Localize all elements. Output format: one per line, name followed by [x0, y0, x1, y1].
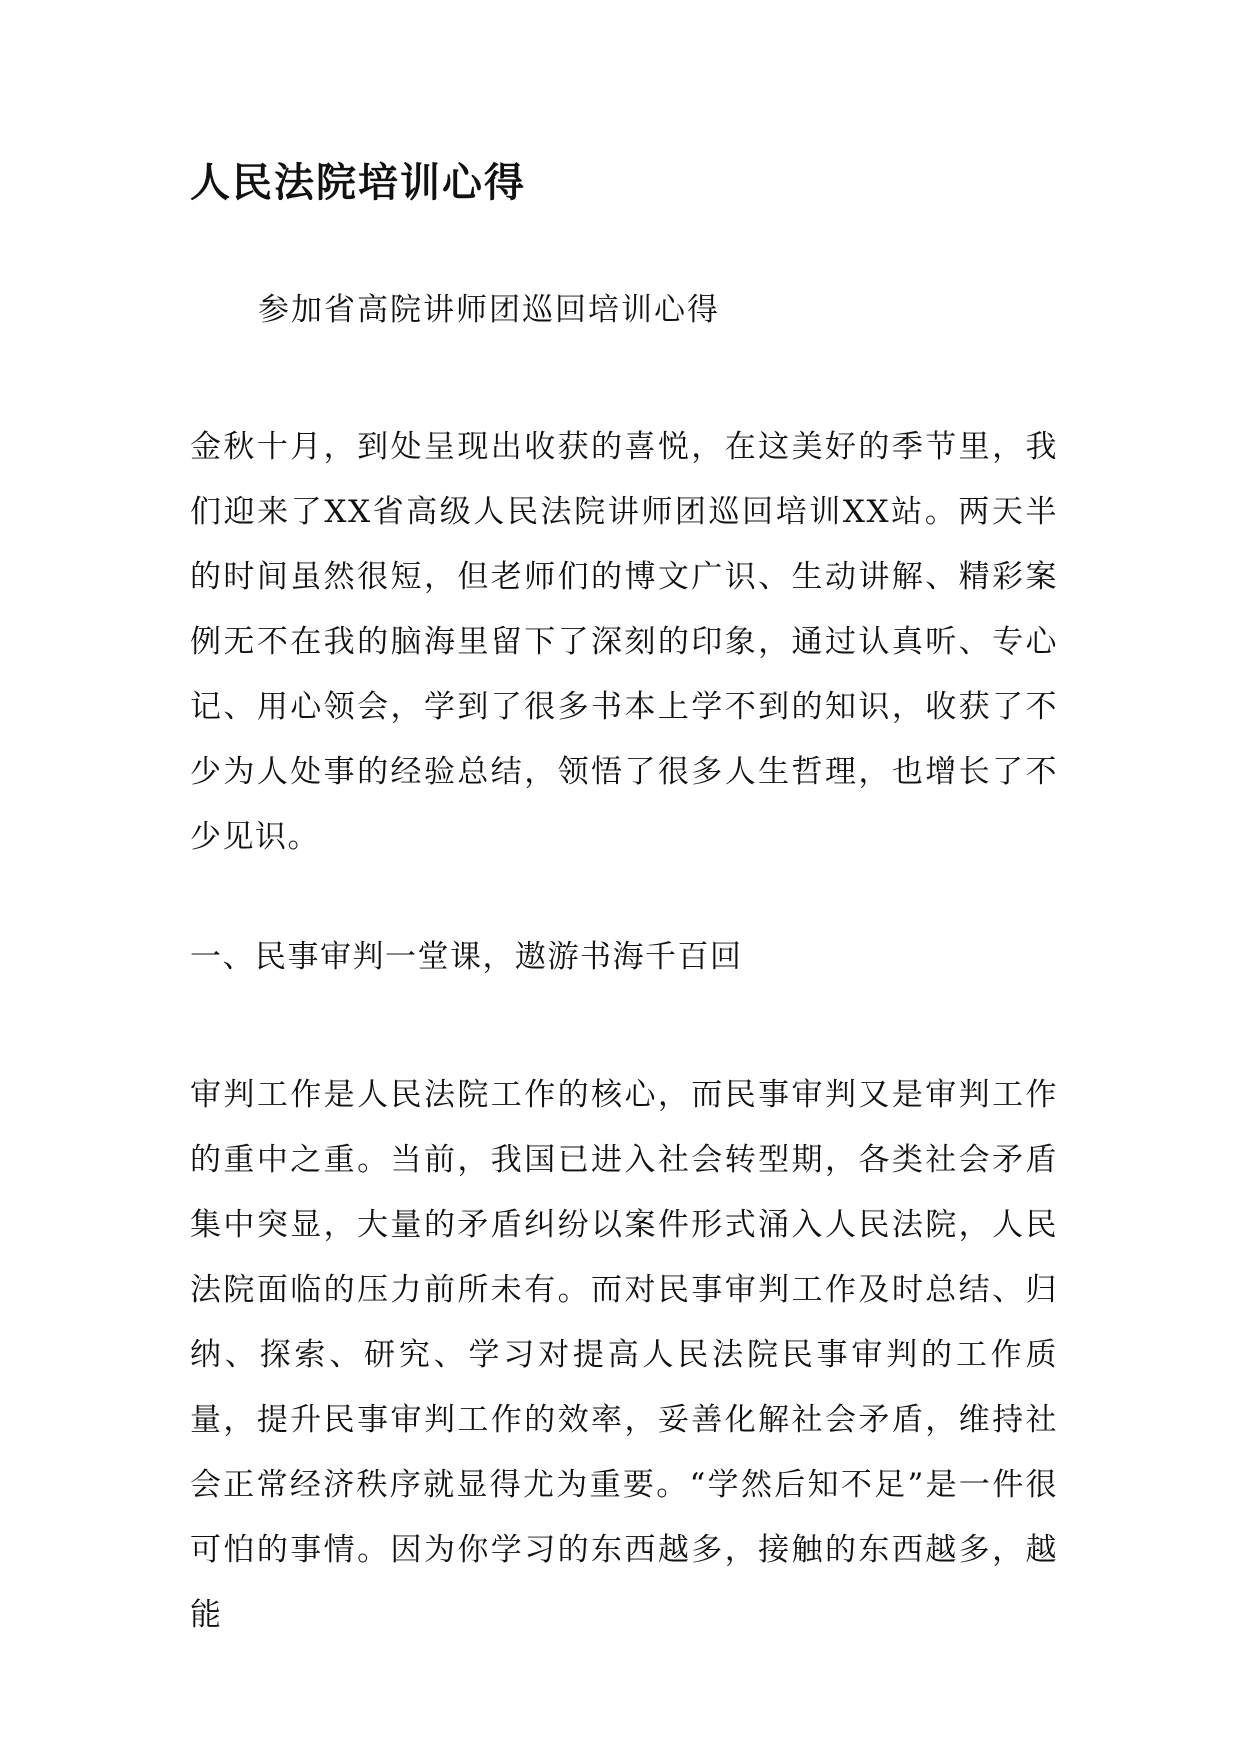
paragraph-intro: 金秋十月，到处呈现出收获的喜悦，在这美好的季节里，我们迎来了XX省高级人民法院讲师团巡回培训XX站。两天半的时间虽然很短，但老师们的博文广识、生动讲解、精彩案例无不在我的脑海里留下了深刻的印象，通过认真听、专心记、用心领会，学到了很多书本上学不到的知识，收获了不少为人处事的经验总结，领悟了很多人生哲理，也增长了不少见识。	[190, 429, 1058, 855]
document-subtitle: 参加省高院讲师团巡回培训心得	[258, 292, 720, 328]
paragraph-civil-trial: 审判工作是人民法院工作的核心，而民事审判又是审判工作的重中之重。当前，我国已进入社会转型期，各类社会矛盾集中突显，大量的矛盾纠纷以案件形式涌入人民法院，人民法院面临的压力前所未有。而对民事审判工作及时总结、归纳、探索、研究、学习对提高人民法院民事审判的工作质量，提升民事审判工作的效率，妥善化解社会矛盾，维持社会正常经济秩序就显得尤为重要。“学然后知不足”是一件很可怕的事情。因为你学习的东西越多，接触的东西越多，越能	[190, 1077, 1058, 1633]
document-title: 人民法院培训心得	[190, 159, 526, 206]
section-heading: 一、民事审判一堂课，遨游书海千百回	[190, 939, 743, 975]
